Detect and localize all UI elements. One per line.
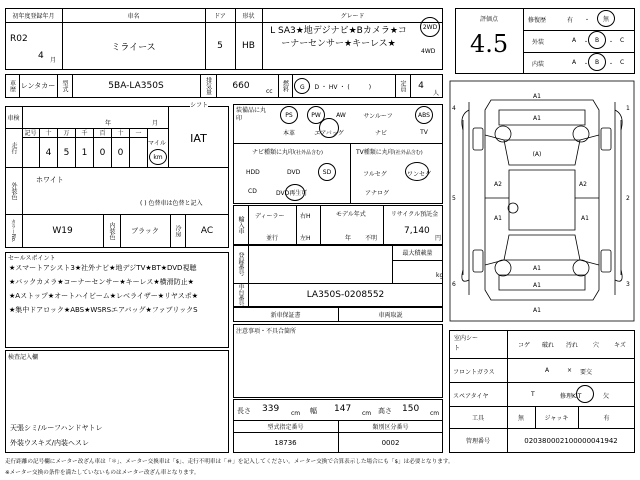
interior-b-circled: B: [588, 53, 606, 71]
tools-value: 無: [517, 414, 524, 422]
cc-unit: cc: [266, 88, 273, 95]
svg-text:A1: A1: [533, 307, 541, 314]
seat-item: キズ: [614, 341, 626, 349]
mileage-digit-cell: 5: [58, 138, 76, 167]
ac-value: AC: [200, 226, 214, 236]
interior-color: ブラック: [131, 227, 159, 235]
length-label: 長さ: [237, 407, 251, 415]
doors: 5: [217, 41, 223, 51]
width: 147: [334, 404, 352, 414]
fuel-g-circle: [294, 78, 310, 94]
equipment-label: 装備品に丸印: [236, 107, 267, 122]
capacity: 4: [418, 81, 424, 91]
new-car-warranty: 新車保証書: [270, 312, 301, 319]
seat-item: 破れ: [541, 341, 554, 349]
mileage-label: 走行: [10, 141, 17, 154]
recycle-label: リサイクル預託金: [390, 211, 439, 218]
caution-box: [233, 324, 443, 398]
height-label: 高さ: [378, 407, 392, 415]
body-top-outline: [485, 100, 599, 300]
equipment-item: ABS: [415, 106, 433, 124]
registration-label: 登録番号: [237, 252, 244, 276]
reg-month: 4: [38, 51, 44, 61]
wheel-rear-right: [601, 250, 611, 272]
mileage-digit-label: 万: [58, 128, 76, 138]
svg-text:3: 3: [626, 281, 630, 288]
drive-2wd-circled: 2WD: [420, 17, 440, 37]
mileage-digit-label: 千: [76, 128, 94, 138]
score-label: 評価点: [480, 16, 499, 23]
equipment-item: 本革: [282, 129, 295, 137]
length: 339: [262, 404, 280, 414]
model-year-year: 年: [345, 235, 352, 242]
spare-label: スペアタイヤ: [453, 393, 489, 400]
navi-dvd: DVD: [287, 169, 301, 176]
score: 4.5: [470, 30, 509, 58]
svg-text:5: 5: [452, 195, 456, 202]
usage: レンタカー: [20, 82, 56, 90]
repair-yes: 有: [567, 17, 574, 24]
sales-line: ★集中ドアロック★ABS★WSRSエアバッグ★ファブリックS: [9, 306, 198, 314]
load-label: 最大積載量: [402, 250, 433, 257]
import-dealer: ディーラー: [255, 213, 285, 220]
svg-text:A1: A1: [533, 282, 541, 289]
damage-mark-door-left: [508, 203, 518, 213]
model: 5BA-LA350S: [108, 81, 164, 91]
svg-text:A2: A2: [494, 181, 502, 188]
left-side-outline: [463, 102, 469, 295]
shift-label: シフト: [190, 102, 209, 109]
import-parallel: 並行: [266, 235, 279, 242]
airbag-circle: [319, 118, 339, 138]
person-unit: 人: [433, 90, 440, 97]
footer-line-2: ※メーター交換の条件を満たしていないものはメーター改ざん車となります。: [5, 470, 200, 476]
sales-line: ★Aストップ★オートハイビーム★レベライザー★リヤスポ★: [9, 292, 199, 300]
seat-label: 室内シート: [454, 335, 479, 352]
handle-left: 左H: [300, 235, 311, 242]
width-label: 幅: [310, 407, 317, 415]
shape-label: 形状: [242, 12, 255, 20]
import-label: 輸入車: [237, 216, 244, 234]
mile-label: マイル: [148, 140, 166, 147]
ac-label: 冷房: [174, 225, 181, 237]
color-note: ( ) 色替車は色替と記入: [140, 200, 203, 207]
inspector-line-2: 外装ウスキズ/内装ヘスレ: [10, 439, 90, 447]
shift-value: IAT: [190, 131, 207, 145]
glass-label: フロントガラス: [453, 369, 495, 376]
damage-mark-rear-right: [573, 260, 589, 276]
chassis-label: 車台番号: [237, 283, 244, 307]
svg-text:A1: A1: [533, 265, 541, 272]
sales-line: ★バックカメラ★コーナーセンサー★キーレス★横滑防止★: [9, 278, 194, 286]
svg-text:1: 1: [626, 105, 630, 112]
wheel-rear-left: [473, 250, 483, 272]
height: 150: [402, 404, 420, 414]
sales-point-label: セールスポイント: [8, 255, 56, 262]
mileage-digit-cell: [22, 138, 40, 167]
svg-text:4: 4: [452, 105, 456, 112]
chassis-value: LA350S-0208552: [306, 290, 385, 300]
grade-text: L SA3★地デジナビ★Bカメラ★コーナーセンサー★キーレス★: [270, 26, 407, 49]
type-no-label: 型式指定番号: [267, 423, 304, 431]
recycle-value: 7,140: [404, 226, 430, 236]
tools-label: 工具: [471, 414, 484, 422]
car-name-label: 車名: [127, 12, 140, 20]
capacity-label: 定員: [399, 80, 406, 92]
owners-manual: 車両取説: [378, 312, 403, 319]
rear-glass-outline: [504, 235, 580, 260]
interior-color-label: 内装色: [108, 222, 115, 240]
equipment-item: エアバッグ: [314, 129, 344, 137]
navi-cd: CD: [248, 188, 257, 195]
trunk-outline: [499, 275, 585, 290]
tv-oneseg: ワンセグ: [407, 171, 432, 178]
car-name: ミライース: [111, 42, 156, 53]
mileage-digit-cell: [130, 138, 148, 167]
navi-dvd-play: DVD再生可: [276, 190, 308, 197]
inspection-label: 車検: [7, 114, 20, 122]
navi-hdd: HDD: [246, 169, 260, 176]
displacement: 660: [232, 81, 250, 91]
mileage-digit-cell: 0: [94, 138, 112, 167]
mark-a1-top: A1: [533, 93, 541, 100]
handle-right: 右H: [300, 213, 311, 220]
mileage-digit-label: 十: [40, 128, 58, 138]
svg-text:2: 2: [626, 195, 630, 202]
spare-kit-circle: [576, 385, 594, 403]
mileage-digit-label: 一: [130, 128, 148, 138]
color-label: 外装色: [10, 181, 17, 200]
class-no-label: 類別区分番号: [372, 423, 409, 431]
exterior-label: 外装: [532, 39, 545, 46]
footer-line-1: 走行距離の記号欄にメーター改ざん車は「＊」、メーター交換車は「$」、走行不明車は「＃」を記入してください。メーター交換で合算表示した場合にも「$」は必要となります。: [5, 459, 454, 465]
damage-mark-rear-left: [495, 260, 511, 276]
mgmt-value: 020380002100000041942: [524, 436, 618, 445]
roof-outline: [509, 170, 575, 230]
drive-4wd: 4WD: [421, 48, 436, 55]
inspector-label: 検査記入欄: [8, 354, 39, 361]
shape: HB: [242, 41, 255, 51]
caution-label: 注意事項・不具合箇所: [236, 328, 297, 335]
navi-title: ナビ種類に丸印(社外品含む): [252, 149, 323, 156]
color-value: ホワイト: [36, 176, 64, 184]
fuel-label: 燃料: [281, 80, 289, 92]
navi-dvd-play-circle: [285, 184, 305, 201]
equipment-item: PS: [280, 106, 298, 124]
class-no: 0002: [381, 438, 400, 447]
grade-label: グレード: [340, 12, 365, 20]
svg-text:A1: A1: [533, 115, 541, 122]
inspector-line-1: 天張シミ/ルーフハンドヤトレ: [10, 424, 103, 432]
era-year: R02: [10, 34, 28, 44]
tv-fullseg: フルセグ: [363, 171, 387, 178]
mileage-digit-label: 百: [94, 128, 112, 138]
mileage-digit-label: 記号: [22, 128, 40, 138]
sales-line: ★スマートアシスト3★社外ナビ★地デジTV★BT★DVD視聴: [9, 264, 197, 272]
recycle-unit: 円: [435, 235, 442, 242]
tv-title: TV種類に丸印(社外品含む): [356, 149, 423, 156]
svg-text:A2: A2: [579, 181, 587, 188]
equipment-item: ナビ: [374, 129, 387, 137]
svg-text:A1: A1: [581, 215, 589, 222]
color-no-label: カラーNo.: [10, 219, 16, 243]
color-no: W19: [52, 226, 73, 236]
model-label: 型式: [61, 80, 68, 92]
windshield-outline: [504, 140, 580, 165]
doors-label: ドア: [214, 12, 226, 20]
fuel-options: G ・ D ・ HV ・ ( ): [300, 83, 372, 91]
seat-item: コゲ: [517, 341, 530, 349]
mileage-digit-cell: 0: [112, 138, 130, 167]
first-reg-label: 初年度登録年月: [12, 12, 55, 20]
repair-label: 修復歴: [528, 17, 547, 24]
svg-text:(A): (A): [532, 151, 542, 158]
mileage-digit-label: 十: [112, 128, 130, 138]
equipment-item: TV: [420, 128, 428, 136]
repair-no-circled: 無: [597, 10, 615, 27]
load-unit: kg: [436, 272, 444, 279]
right-side-outline: [615, 102, 621, 295]
usage-label: 車歴: [8, 80, 16, 92]
wheel-front-right: [601, 128, 611, 150]
navi-sd-circled: SD: [318, 163, 336, 181]
interior-label: 内装: [532, 61, 545, 68]
seat-item: 汚れ: [565, 341, 578, 349]
equipment-item: PW: [307, 106, 325, 124]
equipment-item: サンルーフ: [363, 112, 393, 120]
seat-item: 穴: [592, 341, 599, 349]
type-no: 18736: [274, 438, 297, 447]
jack-label: ジャッキ: [544, 414, 569, 422]
svg-text:A1: A1: [494, 215, 502, 222]
mileage-digit-cell: 1: [76, 138, 94, 167]
model-year-label: モデル年式: [336, 211, 366, 218]
diagram-frame: [450, 81, 634, 321]
equipment-item: AW: [336, 111, 346, 119]
hood-outline: [499, 110, 585, 125]
tv-analog: アナログ: [365, 190, 390, 197]
km-circled: km: [149, 149, 167, 165]
jack-value: 有: [603, 414, 610, 422]
mgmt-label: 管理番号: [465, 438, 490, 445]
car-damage-diagram: [449, 80, 635, 322]
model-year-unknown: 不明: [365, 235, 378, 242]
wheel-front-left: [473, 128, 483, 150]
displacement-label: 排気量: [204, 77, 212, 95]
exterior-b-circled: B: [588, 31, 606, 49]
svg-text:6: 6: [452, 281, 456, 288]
mileage-digit-cell: 4: [40, 138, 58, 167]
reg-month-unit: 月: [50, 57, 57, 64]
tv-oneseg-circle: [405, 162, 432, 181]
